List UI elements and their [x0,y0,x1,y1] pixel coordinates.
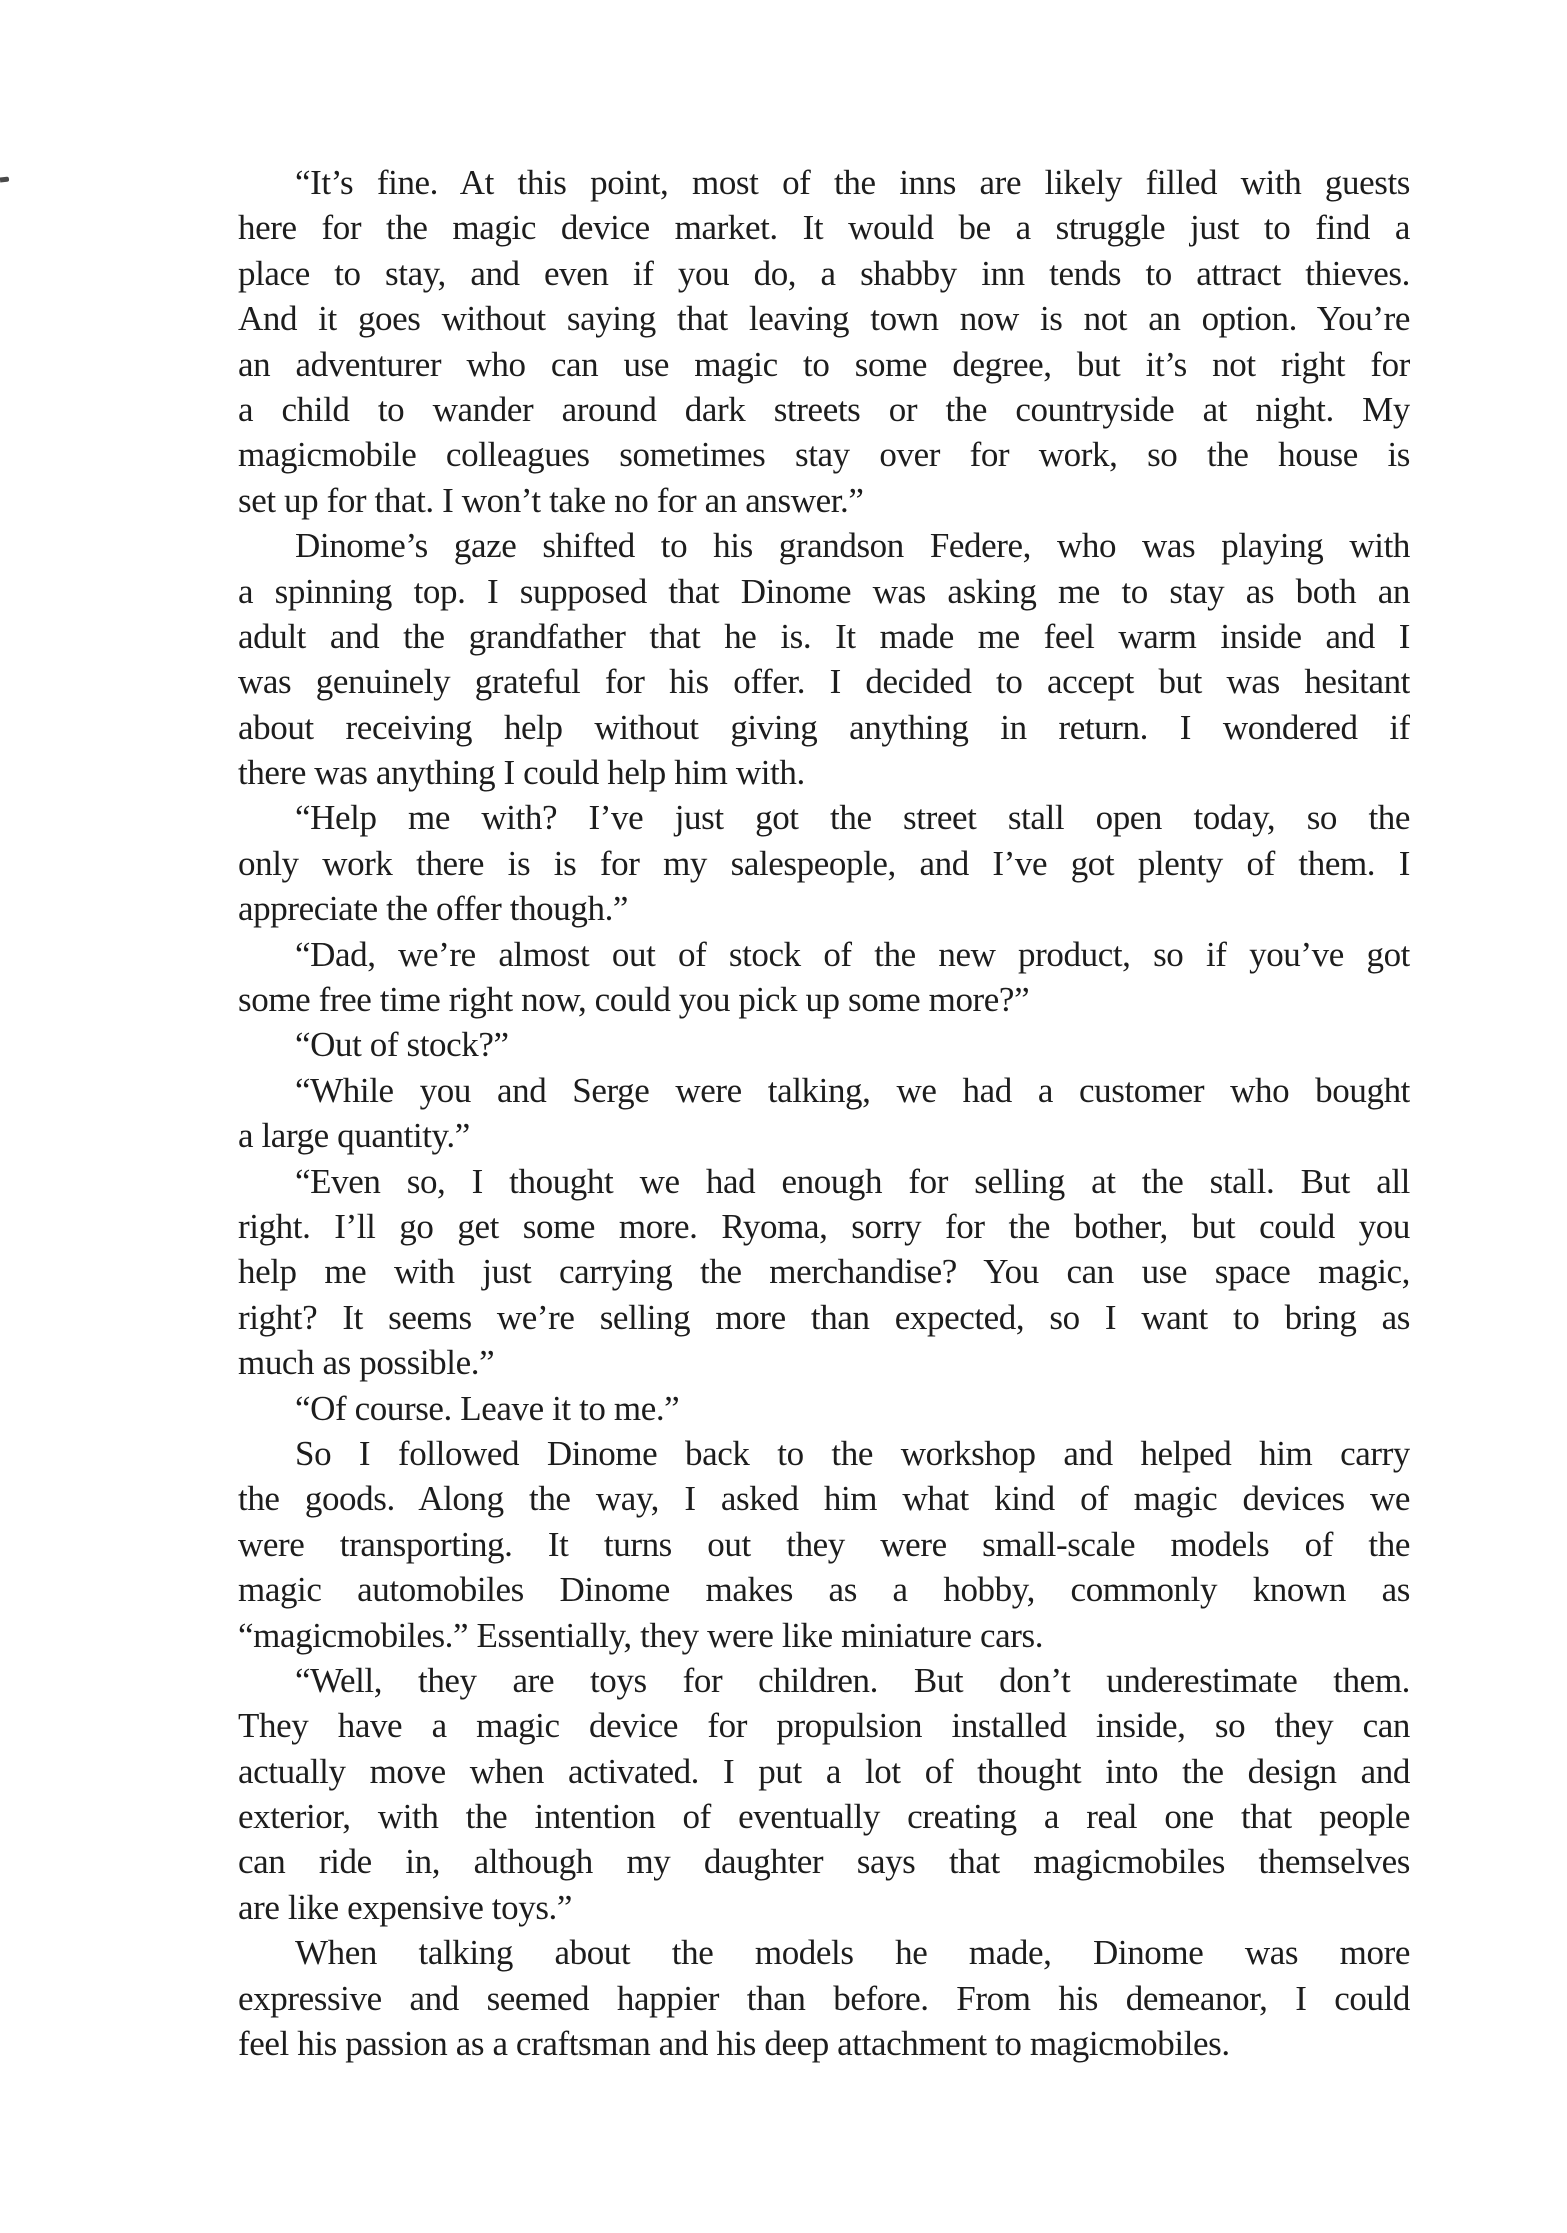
text-line: set up for that. I won’t take no for an answer.” [238,480,864,520]
text-block [238,160,1410,2066]
text-line: the goods. Along the way, I asked him what kind of magic devices we [238,1479,1410,1519]
text-line: feel his passion as a craftsman and his deep attachment to magicmobiles. [238,2024,1230,2064]
text-line: much as possible.” [238,1343,495,1383]
text-line: there was anything I could help him with. [238,753,805,793]
page-edge-artifact [0,177,9,183]
text-line: place to stay, and even if you do, a shabby inn tends to attract thieves. [238,253,1410,293]
text-line: an adventurer who can use magic to some degree, but it’s not right for [238,344,1410,384]
text-line: here for the magic device market. It would be a struggle just to find a [238,208,1410,248]
paragraph [238,1930,1410,2066]
text-line: right. I’ll go get some more. Ryoma, sorry for the bother, but could you [238,1206,1410,1246]
text-line: appreciate the offer though.” [238,889,629,929]
paragraph [238,1658,1410,1930]
text-line: right? It seems we’re selling more than expected, so I want to bring as [238,1297,1410,1337]
text-line: were transporting. It turns out they were small-scale models of the [238,1524,1410,1564]
text-line: “Out of stock?” [295,1025,509,1065]
text-line: “While you and Serge were talking, we had a customer who bought [295,1070,1410,1110]
paragraph [238,932,1410,1023]
text-line: expressive and seemed happier than before. From his demeanor, I could [238,1978,1410,2018]
text-line: only work there is is for my salespeople, and I’ve got plenty of them. I [238,843,1410,883]
text-line: magicmobile colleagues sometimes stay over for work, so the house is [238,435,1410,475]
text-line: They have a magic device for propulsion installed inside, so they can [238,1706,1410,1746]
text-line: was genuinely grateful for his offer. I decided to accept but was hesitant [238,662,1410,702]
text-line: “It’s fine. At this point, most of the inns are likely filled with guests [295,163,1410,202]
paragraph [238,1068,1410,1159]
paragraph [238,1386,1410,1431]
text-line: a spinning top. I supposed that Dinome was asking me to stay as both an [238,571,1410,611]
paragraph [238,1159,1410,1386]
text-line: help me with just carrying the merchandise? You can use space magic, [238,1252,1410,1292]
text-line: a large quantity.” [238,1116,470,1156]
text-line: adult and the grandfather that he is. It made me feel warm inside and I [238,616,1410,656]
text-line: Dinome’s gaze shifted to his grandson Federe, who was playing with [295,526,1410,566]
text-line: “Dad, we’re almost out of stock of the new product, so if you’ve got [295,934,1410,974]
paragraph [238,795,1410,931]
text-line: actually move when activated. I put a lot of thought into the design and [238,1751,1410,1791]
text-line: “Of course. Leave it to me.” [295,1388,680,1428]
text-line: “Well, they are toys for children. But don’t underestimate them. [295,1660,1410,1700]
paragraph [238,160,1410,523]
text-line: magic automobiles Dinome makes as a hobby, commonly known as [238,1570,1410,1610]
paragraph [238,1431,1410,1658]
text-line: a child to wander around dark streets or the countryside at night. My [238,389,1410,429]
text-line: “Even so, I thought we had enough for selling at the stall. But all [295,1161,1410,1201]
paragraph [238,523,1410,795]
text-line: And it goes without saying that leaving town now is not an option. You’re [238,299,1410,339]
text-line: When talking about the models he made, Dinome was more [295,1933,1410,1973]
text-line: some free time right now, could you pick up some more?” [238,980,1030,1020]
text-line: can ride in, although my daughter says that magicmobiles themselves [238,1842,1410,1882]
paragraph [238,1022,1410,1067]
text-line: So I followed Dinome back to the workshop and helped him carry [295,1433,1410,1473]
text-line: exterior, with the intention of eventually creating a real one that people [238,1797,1410,1837]
text-line: about receiving help without giving anything in return. I wondered if [238,707,1410,747]
text-line: “Help me with? I’ve just got the street stall open today, so the [295,798,1410,838]
text-line: “magicmobiles.” Essentially, they were like miniature cars. [238,1615,1044,1655]
text-line: are like expensive toys.” [238,1887,573,1927]
